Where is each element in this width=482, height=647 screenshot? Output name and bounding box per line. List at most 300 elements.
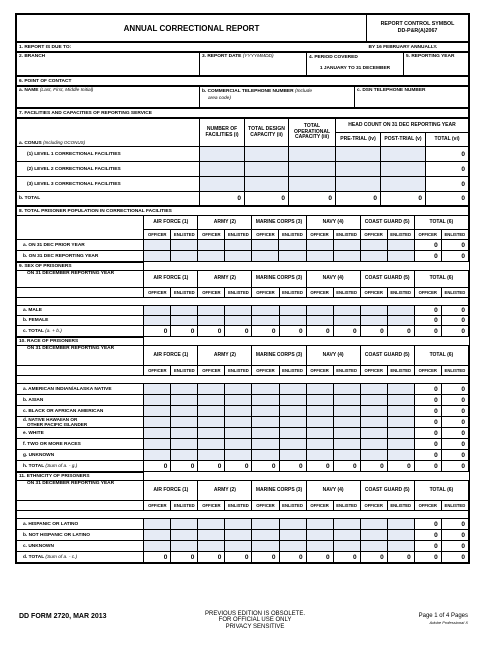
report-date-field[interactable]	[200, 53, 307, 76]
col-service-1: AIR FORCE (1)	[144, 216, 198, 230]
col-service-4: NAVY (4)	[306, 216, 360, 230]
input-cell[interactable]	[306, 450, 333, 461]
row-label	[17, 541, 144, 552]
col-enlisted: ENLISTED	[171, 230, 198, 240]
input-cell[interactable]	[198, 519, 225, 530]
input-cell[interactable]	[252, 395, 279, 406]
table-row	[17, 162, 469, 177]
section-heading: 9. SEX OF PRISONERS	[17, 263, 144, 271]
input-cell[interactable]	[171, 384, 198, 395]
input-cell[interactable]	[387, 384, 414, 395]
row-label	[17, 439, 144, 450]
dd-form-2720	[15, 13, 470, 564]
table-row	[17, 147, 469, 162]
input-cell[interactable]	[252, 428, 279, 439]
input-cell[interactable]	[144, 450, 171, 461]
commercial-phone-hint: (Include	[294, 89, 313, 94]
total-cell: 0	[414, 450, 441, 461]
input-cell[interactable]	[252, 541, 279, 552]
input-cell[interactable]	[225, 428, 252, 439]
input-cell[interactable]	[387, 395, 414, 406]
input-cell[interactable]	[336, 177, 381, 192]
input-cell[interactable]	[225, 406, 252, 417]
input-cell[interactable]	[225, 439, 252, 450]
input-cell[interactable]	[360, 251, 387, 262]
row-label	[17, 240, 144, 251]
col-officer: OFFICER	[252, 288, 279, 298]
input-cell[interactable]	[144, 530, 171, 541]
input-cell[interactable]	[333, 428, 360, 439]
input-cell[interactable]	[360, 306, 387, 316]
input-cell[interactable]	[198, 406, 225, 417]
input-cell[interactable]	[360, 450, 387, 461]
period-covered-field	[307, 53, 404, 76]
input-cell[interactable]	[381, 147, 426, 162]
section-6	[16, 76, 469, 86]
input-cell[interactable]	[252, 316, 279, 326]
col-service-4: NAVY (4)	[306, 481, 360, 501]
input-cell[interactable]	[198, 541, 225, 552]
input-cell[interactable]	[279, 406, 306, 417]
reporting-year-label: 5. REPORTING YEAR	[406, 54, 455, 59]
section-11-table	[16, 472, 469, 563]
total-cell: 0	[441, 552, 468, 563]
col-enlisted: ENLISTED	[387, 366, 414, 376]
input-cell[interactable]	[279, 428, 306, 439]
input-cell[interactable]	[200, 177, 245, 192]
total-cell: 0	[387, 552, 414, 563]
input-cell[interactable]	[225, 417, 252, 428]
input-cell[interactable]	[360, 417, 387, 428]
period-covered-value: 1 JANUARY TO 31 DECEMBER	[319, 66, 391, 71]
input-cell[interactable]	[279, 530, 306, 541]
input-cell[interactable]	[144, 306, 171, 316]
input-cell[interactable]	[387, 406, 414, 417]
report-due-value: BY 16 FEBRUARY ANNUALLY.	[367, 43, 469, 52]
form-number: DD FORM 2720, MAR 2013	[19, 613, 107, 620]
input-cell[interactable]	[387, 450, 414, 461]
input-cell[interactable]	[336, 147, 381, 162]
point-of-contact-heading: 6. POINT OF CONTACT	[17, 77, 469, 86]
input-cell[interactable]	[336, 162, 381, 177]
input-cell[interactable]	[144, 240, 171, 251]
input-cell[interactable]	[289, 147, 336, 162]
col-officer: OFFICER	[144, 288, 171, 298]
table-row	[17, 552, 469, 563]
input-cell[interactable]	[333, 384, 360, 395]
col-enlisted: ENLISTED	[279, 501, 306, 511]
input-cell[interactable]	[144, 439, 171, 450]
input-cell[interactable]	[198, 417, 225, 428]
input-cell[interactable]	[171, 519, 198, 530]
input-cell[interactable]	[306, 530, 333, 541]
input-cell[interactable]	[387, 417, 414, 428]
input-cell[interactable]	[225, 395, 252, 406]
total-cell: 0	[441, 406, 468, 417]
input-cell[interactable]	[245, 162, 289, 177]
total-cell: 0	[225, 461, 252, 472]
col-enlisted: ENLISTED	[171, 501, 198, 511]
input-cell[interactable]	[225, 240, 252, 251]
input-cell[interactable]	[198, 384, 225, 395]
input-cell[interactable]	[171, 395, 198, 406]
col-officer: OFFICER	[360, 288, 387, 298]
input-cell[interactable]	[387, 519, 414, 530]
input-cell[interactable]	[381, 162, 426, 177]
spacer	[144, 473, 469, 481]
col-enlisted: ENLISTED	[333, 501, 360, 511]
input-cell[interactable]	[144, 519, 171, 530]
col-enlisted: ENLISTED	[225, 288, 252, 298]
input-cell[interactable]	[289, 162, 336, 177]
total-cell: 0	[198, 552, 225, 563]
col-officer: OFFICER	[414, 501, 441, 511]
col-enlisted: ENLISTED	[387, 501, 414, 511]
input-cell[interactable]	[306, 417, 333, 428]
input-cell[interactable]	[333, 450, 360, 461]
input-cell[interactable]	[279, 316, 306, 326]
input-cell[interactable]	[252, 406, 279, 417]
section-heading: 10. RACE OF PRISONERS	[17, 338, 144, 346]
input-cell[interactable]	[171, 240, 198, 251]
total-cell: 0	[387, 461, 414, 472]
row-label	[17, 326, 144, 337]
total-cell: 0	[441, 316, 468, 326]
total-cell: 0	[441, 461, 468, 472]
input-cell[interactable]	[225, 541, 252, 552]
total-cell: 0	[414, 417, 441, 428]
row-label-text: b. ASIAN	[23, 397, 44, 403]
col-officer: OFFICER	[144, 366, 171, 376]
input-cell[interactable]	[360, 240, 387, 251]
row-label	[17, 552, 144, 563]
section-heading: 8. TOTAL PRISONER POPULATION IN CORRECTIONAL FACILITIES	[17, 207, 469, 216]
total-cell: 0	[333, 461, 360, 472]
col-service-3: MARINE CORPS (3)	[252, 346, 306, 366]
total-cell: 0	[252, 326, 279, 337]
input-cell[interactable]	[279, 306, 306, 316]
total-cell: 0	[336, 192, 381, 206]
input-cell[interactable]	[306, 306, 333, 316]
section-2-5	[16, 52, 469, 76]
branch-label: 2. BRANCH	[19, 54, 46, 59]
col-service-1: AIR FORCE (1)	[144, 271, 198, 288]
input-cell[interactable]	[289, 177, 336, 192]
input-cell[interactable]	[387, 439, 414, 450]
edition-notice: PREVIOUS EDITION IS OBSOLETE.	[204, 611, 306, 617]
input-cell[interactable]	[279, 395, 306, 406]
input-cell[interactable]	[306, 251, 333, 262]
input-cell[interactable]	[225, 251, 252, 262]
input-cell[interactable]	[252, 439, 279, 450]
input-cell[interactable]	[225, 530, 252, 541]
input-cell[interactable]	[144, 395, 171, 406]
input-cell[interactable]	[198, 530, 225, 541]
facilities-total-label: b. TOTAL	[17, 192, 200, 206]
total-cell: 0	[414, 552, 441, 563]
input-cell[interactable]	[360, 395, 387, 406]
row-label-text: b. NOT HISPANIC OR LATINO	[23, 532, 90, 538]
col-service-1: AIR FORCE (1)	[144, 481, 198, 501]
col-enlisted: ENLISTED	[441, 366, 468, 376]
spacer	[144, 263, 469, 271]
row-label	[17, 406, 144, 417]
input-cell[interactable]	[144, 406, 171, 417]
input-cell[interactable]	[279, 450, 306, 461]
input-cell[interactable]	[360, 384, 387, 395]
col-total-design-capacity: TOTAL DESIGN CAPACITY (ii)	[245, 119, 289, 147]
input-cell[interactable]	[198, 240, 225, 251]
input-cell[interactable]	[360, 541, 387, 552]
input-cell[interactable]	[245, 147, 289, 162]
total-cell: 0	[144, 552, 171, 563]
input-cell[interactable]	[333, 406, 360, 417]
row-label-text: a. MALE	[23, 308, 42, 313]
total-cell: 0	[441, 439, 468, 450]
col-post-trial: POST-TRIAL (v)	[381, 133, 426, 147]
input-cell[interactable]	[387, 240, 414, 251]
input-cell[interactable]	[279, 384, 306, 395]
total-cell: 0	[245, 192, 289, 206]
input-cell[interactable]	[252, 384, 279, 395]
input-cell[interactable]	[225, 316, 252, 326]
section-1	[16, 42, 469, 52]
input-cell[interactable]	[198, 306, 225, 316]
col-pre-trial: PRE-TRIAL (iv)	[336, 133, 381, 147]
section-10-table	[16, 337, 469, 472]
input-cell[interactable]	[225, 384, 252, 395]
input-cell[interactable]	[333, 530, 360, 541]
input-cell[interactable]	[198, 251, 225, 262]
dsn-phone-field[interactable]	[355, 87, 469, 108]
input-cell[interactable]	[252, 417, 279, 428]
total-cell: 0	[306, 552, 333, 563]
col-enlisted: ENLISTED	[279, 230, 306, 240]
col-service-5: COAST GUARD (5)	[360, 346, 414, 366]
input-cell[interactable]	[333, 306, 360, 316]
input-cell[interactable]	[144, 428, 171, 439]
input-cell[interactable]	[306, 428, 333, 439]
input-cell[interactable]	[198, 316, 225, 326]
input-cell[interactable]	[252, 519, 279, 530]
input-cell[interactable]	[381, 177, 426, 192]
input-cell[interactable]	[387, 251, 414, 262]
input-cell[interactable]	[171, 428, 198, 439]
input-cell[interactable]	[171, 439, 198, 450]
input-cell[interactable]	[252, 450, 279, 461]
row-label-text: d. TOTAL	[23, 554, 45, 560]
section-7	[16, 108, 469, 118]
col-officer: OFFICER	[360, 501, 387, 511]
input-cell[interactable]	[171, 541, 198, 552]
input-cell[interactable]	[200, 147, 245, 162]
section-subheading: ON 31 DECEMBER REPORTING YEAR	[17, 346, 144, 366]
input-cell[interactable]	[252, 530, 279, 541]
level-2-label: (2) LEVEL 2 CORRECTIONAL FACILITIES	[17, 162, 200, 177]
total-cell: 0	[414, 406, 441, 417]
report-date-label: 3. REPORT DATE	[202, 54, 242, 59]
input-cell[interactable]	[306, 541, 333, 552]
input-cell[interactable]	[198, 439, 225, 450]
section-subheading: ON 31 DECEMBER REPORTING YEAR	[17, 481, 144, 501]
input-cell[interactable]	[306, 316, 333, 326]
input-cell[interactable]	[333, 251, 360, 262]
total-cell: 0	[414, 326, 441, 337]
reporting-year-field[interactable]	[404, 53, 469, 76]
col-enlisted: ENLISTED	[387, 288, 414, 298]
input-cell[interactable]	[252, 306, 279, 316]
input-cell[interactable]	[144, 384, 171, 395]
service-sections	[16, 206, 469, 563]
input-cell[interactable]	[225, 450, 252, 461]
total-cell: 0	[289, 192, 336, 206]
input-cell[interactable]	[306, 384, 333, 395]
form-title: ANNUAL CORRECTIONAL REPORT	[17, 15, 367, 42]
input-cell[interactable]	[279, 251, 306, 262]
input-cell[interactable]	[171, 306, 198, 316]
total-cell: 0	[414, 240, 441, 251]
spacer	[17, 376, 469, 384]
input-cell[interactable]	[333, 519, 360, 530]
spacer	[144, 338, 469, 346]
input-cell[interactable]	[333, 395, 360, 406]
col-total-head-count: TOTAL (vi)	[426, 133, 469, 147]
col-officer: OFFICER	[306, 230, 333, 240]
branch-field[interactable]	[17, 53, 200, 76]
col-enlisted: ENLISTED	[333, 366, 360, 376]
input-cell[interactable]	[200, 162, 245, 177]
input-cell[interactable]	[171, 316, 198, 326]
input-cell[interactable]	[144, 251, 171, 262]
input-cell[interactable]	[171, 450, 198, 461]
input-cell[interactable]	[171, 251, 198, 262]
col-service-3: MARINE CORPS (3)	[252, 481, 306, 501]
input-cell[interactable]	[306, 240, 333, 251]
input-cell[interactable]	[171, 530, 198, 541]
input-cell[interactable]	[387, 530, 414, 541]
total-cell: 0	[441, 306, 468, 316]
report-due-label: 1. REPORT IS DUE TO:	[17, 43, 367, 52]
input-cell[interactable]	[171, 417, 198, 428]
input-cell[interactable]	[252, 240, 279, 251]
total-cell: 0	[333, 326, 360, 337]
input-cell[interactable]	[387, 316, 414, 326]
col-officer: OFFICER	[252, 501, 279, 511]
col-service-5: COAST GUARD (5)	[360, 216, 414, 230]
total-cell: 0	[414, 306, 441, 316]
input-cell[interactable]	[387, 428, 414, 439]
commercial-phone-field[interactable]	[200, 87, 355, 108]
input-cell[interactable]	[144, 417, 171, 428]
total-cell: 0	[414, 316, 441, 326]
input-cell[interactable]	[306, 519, 333, 530]
input-cell[interactable]	[360, 439, 387, 450]
row-label	[17, 316, 144, 326]
total-cell: 0	[426, 162, 469, 177]
input-cell[interactable]	[252, 251, 279, 262]
input-cell[interactable]	[279, 519, 306, 530]
spacer	[17, 298, 469, 306]
input-cell[interactable]	[360, 530, 387, 541]
table-row	[17, 530, 469, 541]
row-label-text: b. FEMALE	[23, 318, 49, 323]
input-cell[interactable]	[333, 439, 360, 450]
contact-name-field[interactable]	[17, 87, 200, 108]
input-cell[interactable]	[333, 316, 360, 326]
total-cell: 0	[414, 541, 441, 552]
input-cell[interactable]	[171, 406, 198, 417]
input-cell[interactable]	[333, 240, 360, 251]
col-service-3: MARINE CORPS (3)	[252, 216, 306, 230]
input-cell[interactable]	[144, 541, 171, 552]
input-cell[interactable]	[387, 306, 414, 316]
input-cell[interactable]	[360, 519, 387, 530]
input-cell[interactable]	[198, 450, 225, 461]
input-cell[interactable]	[279, 417, 306, 428]
header-table	[16, 14, 469, 42]
official-use-notice: FOR OFFICIAL USE ONLY	[218, 617, 292, 624]
col-enlisted: ENLISTED	[333, 288, 360, 298]
input-cell[interactable]	[333, 417, 360, 428]
input-cell[interactable]	[306, 406, 333, 417]
col-service-6: TOTAL (6)	[414, 481, 468, 501]
input-cell[interactable]	[144, 316, 171, 326]
col-officer: OFFICER	[198, 230, 225, 240]
col-service-5: COAST GUARD (5)	[360, 481, 414, 501]
input-cell[interactable]	[198, 395, 225, 406]
table-row	[17, 439, 469, 450]
table-row	[17, 384, 469, 395]
col-officer: OFFICER	[360, 366, 387, 376]
input-cell[interactable]	[225, 306, 252, 316]
row-label-text	[23, 417, 141, 427]
col-service-4: NAVY (4)	[306, 346, 360, 366]
input-cell[interactable]	[279, 240, 306, 251]
footer-notice	[195, 611, 315, 630]
row-label-text: b. ON 31 DEC REPORTING YEAR	[23, 253, 99, 259]
total-cell: 0	[225, 326, 252, 337]
privacy-notice: PRIVACY SENSITIVE	[225, 623, 285, 630]
input-cell[interactable]	[306, 395, 333, 406]
col-service-6: TOTAL (6)	[414, 271, 468, 288]
table-row	[17, 240, 469, 251]
blank-header	[17, 288, 144, 298]
input-cell[interactable]	[245, 177, 289, 192]
section-subheading: ON 31 DECEMBER REPORTING YEAR	[17, 271, 144, 288]
col-officer: OFFICER	[414, 230, 441, 240]
table-row	[17, 251, 469, 262]
input-cell[interactable]	[387, 541, 414, 552]
table-row	[17, 417, 469, 428]
col-officer: OFFICER	[144, 230, 171, 240]
blank-header	[17, 501, 144, 511]
col-service-5: COAST GUARD (5)	[360, 271, 414, 288]
input-cell[interactable]	[360, 428, 387, 439]
input-cell[interactable]	[198, 428, 225, 439]
input-cell[interactable]	[279, 541, 306, 552]
input-cell[interactable]	[333, 541, 360, 552]
input-cell[interactable]	[306, 439, 333, 450]
input-cell[interactable]	[360, 316, 387, 326]
total-cell: 0	[414, 461, 441, 472]
col-total-operational-capacity: TOTAL OPERATIONAL CAPACITY (iii)	[289, 119, 336, 147]
input-cell[interactable]	[360, 406, 387, 417]
input-cell[interactable]	[279, 439, 306, 450]
total-cell: 0	[426, 147, 469, 162]
commercial-phone-hint-2: area code)	[208, 96, 231, 101]
period-covered-label: 4. PERIOD COVERED	[309, 55, 358, 60]
input-cell[interactable]	[225, 519, 252, 530]
